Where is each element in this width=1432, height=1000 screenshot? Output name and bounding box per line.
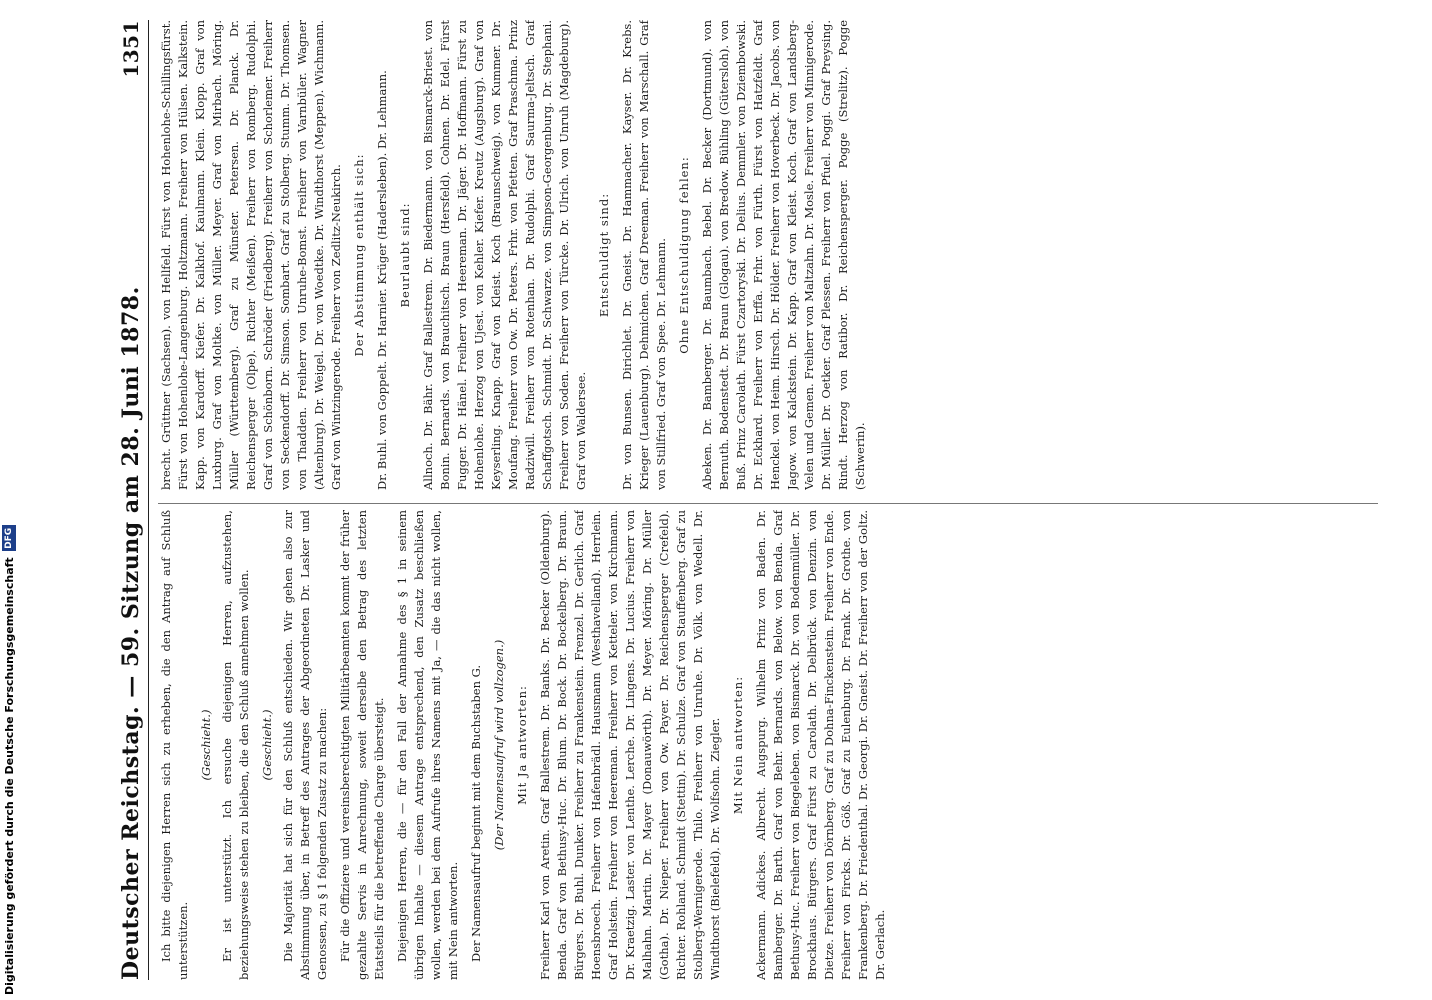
abstain-heading: Der Abstimmung enthält sich: [352, 153, 366, 357]
excused-heading: Entschuldigt sind: [597, 192, 611, 318]
right-column [158, 20, 1378, 490]
column-divider [158, 503, 1378, 504]
paragraph: Diejenigen Herren, die — für den Fall der Annahme des § 1 in seinem übrigen Inhalte — diesem Antrage entsprechend, den Zusatz beschließen wollen, werden bei dem Aufrufe ihres Namens mit Ja, — die das nicht wollen, mit Nein antworten. [395, 510, 460, 980]
on-leave-names: Allnoch. Dr. Bähr. Graf Ballestrem. Dr. Biedermann. von Bismarck-Briest. von Bonin. Bernards. von Brauchitsch. Braun (Hersfeld). Cohnen. Dr. Edel. Fürst Fugger. Dr. Hänel. Freiherr von Heereman. Dr. Jäger. Dr. Hoffmann. Fürst zu Hohenlohe. Herzog von Ujest. von Kehler. Kiefer. Kreutz (Augsburg). Graf von Keyserling. Knapp. Graf von Kleist. Koch (Braunschweig). von Kummer. Dr. Moufang. Freiherr von Ow. Dr. Peters. Frhr. von Pfetten. Graf Praschma. Prinz Radziwill. Freiherr von Rotenhan. Dr. Rudolphi. Graf Saurma-Jeltsch. Graf Schaffgotsch. Schmidt. Dr. Schwarze. von Simpson-Georgenburg. Dr. Stephani. Freiherr von Soden. Freiherr von Türcke. Dr. Ulrich. von Unruh (Magdeburg). Graf von Waldersee. [421, 20, 588, 490]
left-column [158, 510, 1378, 980]
absent-names: Abeken. Dr. Bamberger. Dr. Baumbach. Bebel. Dr. Becker (Dortmund). von Bernuth. Bodenstedt. Dr. Braun (Glogau). von Bredow. Bühling (Gütersloh). von Buß. Prinz Carolath. Fürst Czartoryski. Dr. Delius. Demmler. von Dziembowski. Dr. Eckhard. Freiherr von Erffa. Frhr. von Fürth. Fürst von Hatzfeldt. Graf Henckel. von Heim. Hirsch. Dr. Hölder. Freiherr von Hoverbeck. Dr. Jacobs. von Jagow. von Kalckstein. Dr. Kapp. Graf von Kleist. Koch. Graf von Landsberg-Velen und Gemen. Freiherr von Maltzahn. Dr. Mosle. Freiherr von Minnigerode. Dr. Müller. Dr. Oetker. Graf Plessen. Freiherr von Pfuel. Poggi. Graf Preysing. Rindt. Herzog von Ratibor. Dr. Reichensperger. Pogge (Strelitz). Pogge (Schwerin). [700, 20, 867, 490]
on-leave-heading: Beurlaubt sind: [398, 202, 412, 308]
parenthetical-note: (Geschieht.) [199, 709, 213, 781]
absent-heading: Ohne Entschuldigung fehlen: [677, 156, 691, 354]
paragraph: Er ist unterstützt. Ich ersuche diejenigen Herren, aufzustehen, beziehungsweise stehen zu bleiben, die den Schluß annehmen wollen. [220, 510, 251, 980]
vote-no-names: Ackermann. Adickes. Albrecht. Augspurg. Wilhelm Prinz von Baden. Dr. Bamberger. Dr. Barth. Graf von Behr. Bernards. von Below. von Benda. Graf Bethusy-Huc. Freiherr von Biegeleben. von Bismarck. Dr. von Bodenmüller. Dr. Brockhaus. Bürgers. Graf Fürst zu Carolath. Dr. Delbrück. von Denzin. von Dietze. Freiherr von Dörnberg. Graf zu Dohna-Finckenstein. Freiherr von Ende. Freiherr von Fircks. Dr. Göß. Graf zu Eulenburg. Dr. Frank. Dr. Grothe. von Frankenberg. Dr. Friedenthal. Dr. Georgi. Dr. Gneist. Dr. Freiherr von der Goltz. Dr. Gerlach. [754, 510, 887, 980]
abstain-names: Dr. Buhl. von Goppelt. Dr. Harnier. Krüger (Hadersleben). Dr. Lehmann. [375, 70, 389, 490]
page-title: Deutscher Reichstag. — 59. Sitzung am 28. Juni 1878. [118, 286, 144, 980]
digitization-text: Digitalisierung gefördert durch die Deutsche Forschungsgemeinschaft [2, 557, 16, 995]
paragraph: Der Namensaufruf beginnt mit dem Buchstaben G. [469, 664, 483, 962]
parenthetical-note: (Der Namensaufruf wird vollzogen.) [492, 639, 506, 851]
digitization-notice [2, 525, 16, 995]
page-number: 1351 [119, 20, 143, 78]
vote-no-names-continued: brecht. Grüttner (Sachsen). von Hellfeld. Fürst von Hohenlohe-Schillingsfürst. Fürst von Hohenlohe-Langenburg. Holtzmann. Freiherr von Hülsen. Kalkstein. Kapp. von Kardorff. Kiefer. Dr. Kalkhof. Kaulmann. Klein. Klopp. Graf von Luxburg. Graf von Moltke. von Müller. Meyer. Graf von Mirbach. Möring. Müller (Württemberg). Graf zu Münster. Petersen. Dr. Planck. Dr. Reichensperger (Olpe). Richter (Meißen). Freiherr von Romberg. Rudolphi. Graf von Schönborn. Schröder (Friedberg). Freiherr von Schorlemer. Freiherr von Seckendorff. Dr. Simson. Sombart. Graf zu Stolberg. Stumm. Dr. Thomsen. von Thadden. Freiherr von Unruhe-Bomst. Freiherr von Varnbüler. Wagner (Altenburg). Dr. Weigel. Dr. von Woedtke. Dr. Windthorst (Meppen). Wichmann. Graf von Wintzingerode. Freiherr von Zedlitz-Neukirch. [159, 20, 343, 490]
parenthetical-note: (Geschieht.) [260, 709, 274, 781]
paragraph: Ich bitte diejenigen Herren sich zu erheben, die den Antrag auf Schluß unterstützen. [159, 510, 190, 980]
digitization-footer [0, 0, 22, 1000]
paragraph: Die Majorität hat sich für den Schluß entschieden. Wir gehen also zur Abstimmung über, in Betreff des Antrages der Abgeordneten Dr. Lasker und Genossen, zu § 1 folgenden Zusatz zu machen: [281, 510, 329, 980]
dfg-logo: DFG [2, 525, 16, 551]
vote-no-heading: Mit Nein antworten: [731, 675, 745, 815]
quoted-amendment: Für die Offiziere und vereinsberechtigten Militärbeamten kommt der früher gezahlte Servis in Anrechnung, soweit derselbe den Betrag des letzten Etatsteils für die betreffende Charge übersteigt. [338, 510, 386, 980]
page-header [118, 20, 149, 980]
vote-yes-heading: Mit Ja antworten: [515, 685, 529, 805]
rotated-page-content [100, 0, 1400, 1000]
vote-yes-names: Freiherr Karl von Aretin. Graf Ballestrem. Dr. Banks. Dr. Becker (Oldenburg). Benda. Graf von Bethusy-Huc. Dr. Blum. Dr. Bock. Dr. Bockelberg. Dr. Braun. Bürgers. Dr. Buhl. Dunker. Freiherr zu Frankenstein. Frenzel. Dr. Gerlich. Graf Hoensbroech. Freiherr von Hafenbrädl. Hausmann (Westhavelland). Herrlein. Graf Holstein. Freiherr von Heereman. Freiherr von Ketteler. von Kirchmann. Dr. Kraetzig. Laster. von Lenthe. Lerche. Dr. Lingens. Dr. Lucius. Freiherr von Malhahn. Martin. Dr. Mayer (Donauwörth). Dr. Meyer. Möring. Dr. Müller (Gotha). Dr. Nieper. Freiherr von Ow. Payer. Dr. Reichensperger (Crefeld). Richter. Rohland. Schmidt (Stettin). Dr. Schulze. Graf von Stauffenberg. Graf zu Stolberg-Wernigerode. Thilo. Freiherr von Unruhe. Dr. Völk. von Wedell. Dr. Windthorst (Bielefeld). Dr. Wolfsohn. Ziegler. [538, 510, 722, 980]
excused-names: Dr. von Bunsen. Dirichlet. Dr. Gneist. Dr. Hammacher. Kayser. Dr. Krebs. Krieger (Lauenburg). Dehmichen. Graf Dreeman. Freiherr von Marschall. Graf von Stillfried. Graf von Spee. Dr. Lehmann. [620, 20, 668, 490]
